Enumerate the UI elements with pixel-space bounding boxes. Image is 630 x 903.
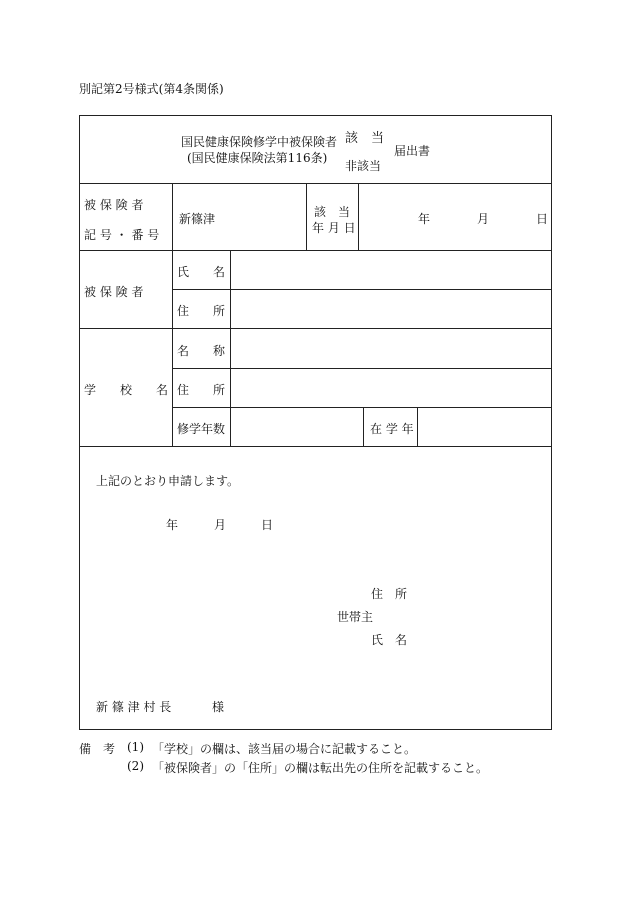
notice-label: 届出書 xyxy=(394,144,431,158)
enrolled-year-label: 在 学 年 xyxy=(370,422,414,436)
householder-label: 世帯主 xyxy=(337,610,374,624)
table-divider xyxy=(172,183,173,446)
table-divider xyxy=(79,250,552,251)
table-border-left xyxy=(79,115,80,730)
insured-symbol-value[interactable]: 新篠津 xyxy=(179,212,216,226)
insured-id-label-line1: 被 保 険 者 xyxy=(84,198,144,212)
addressee: 新 篠 津 村 長 xyxy=(96,700,172,714)
table-border-bottom xyxy=(79,729,552,730)
school-label: 学 校 名 xyxy=(84,383,169,397)
applicable-date-label-line1: 該 当 xyxy=(314,205,351,219)
remark-text: 「被保険者」の「住所」の欄は転出先の住所を記載すること。 xyxy=(152,761,489,775)
form-title-line2: (国民健康保険法第116条) xyxy=(187,151,328,165)
table-divider xyxy=(172,289,552,290)
table-divider xyxy=(79,446,552,447)
school-address-label: 住 所 xyxy=(177,383,226,397)
table-divider xyxy=(230,250,231,446)
insured-label: 被 保 険 者 xyxy=(84,285,144,299)
table-divider xyxy=(358,183,359,250)
remark-number: (2) xyxy=(127,759,144,773)
table-divider xyxy=(306,183,307,250)
remarks-label: 備 考 xyxy=(79,742,116,756)
insured-id-label-line2: 記 号 ・ 番 号 xyxy=(84,228,160,242)
declaration-year[interactable]: 年 xyxy=(166,518,179,532)
school-name-label: 名 称 xyxy=(177,344,226,358)
applicable-date-month[interactable]: 月 xyxy=(477,212,490,226)
applicable-date-day[interactable]: 日 xyxy=(536,212,549,226)
applicable-date-year[interactable]: 年 xyxy=(418,212,431,226)
householder-name-label: 氏 名 xyxy=(371,633,408,647)
insured-address-label: 住 所 xyxy=(177,304,226,318)
table-divider xyxy=(172,407,552,408)
honorific: 様 xyxy=(212,700,225,714)
form-caption: 別記第2号様式(第4条関係) xyxy=(79,82,224,96)
declaration-month[interactable]: 月 xyxy=(214,518,227,532)
table-divider xyxy=(172,368,552,369)
study-years-label: 修学年数 xyxy=(177,422,226,436)
applicable-date-label-line2: 年 月 日 xyxy=(312,221,356,235)
table-divider xyxy=(79,328,552,329)
remark-number: (1) xyxy=(127,740,144,754)
status-not-applicable: 非該当 xyxy=(345,159,382,173)
table-border-top xyxy=(79,115,552,116)
table-divider xyxy=(363,407,364,446)
declaration-day[interactable]: 日 xyxy=(261,518,274,532)
form-title-line1: 国民健康保険修学中被保険者 xyxy=(181,135,338,149)
table-border-right xyxy=(551,115,552,730)
table-divider xyxy=(79,183,552,184)
declaration-text: 上記のとおり申請します。 xyxy=(96,474,240,488)
householder-address-label: 住 所 xyxy=(371,587,408,601)
insured-name-label: 氏 名 xyxy=(177,265,226,279)
remark-text: 「学校」の欄は、該当届の場合に記載すること。 xyxy=(152,742,417,756)
status-applicable: 該 当 xyxy=(345,131,385,146)
table-divider xyxy=(417,407,418,446)
